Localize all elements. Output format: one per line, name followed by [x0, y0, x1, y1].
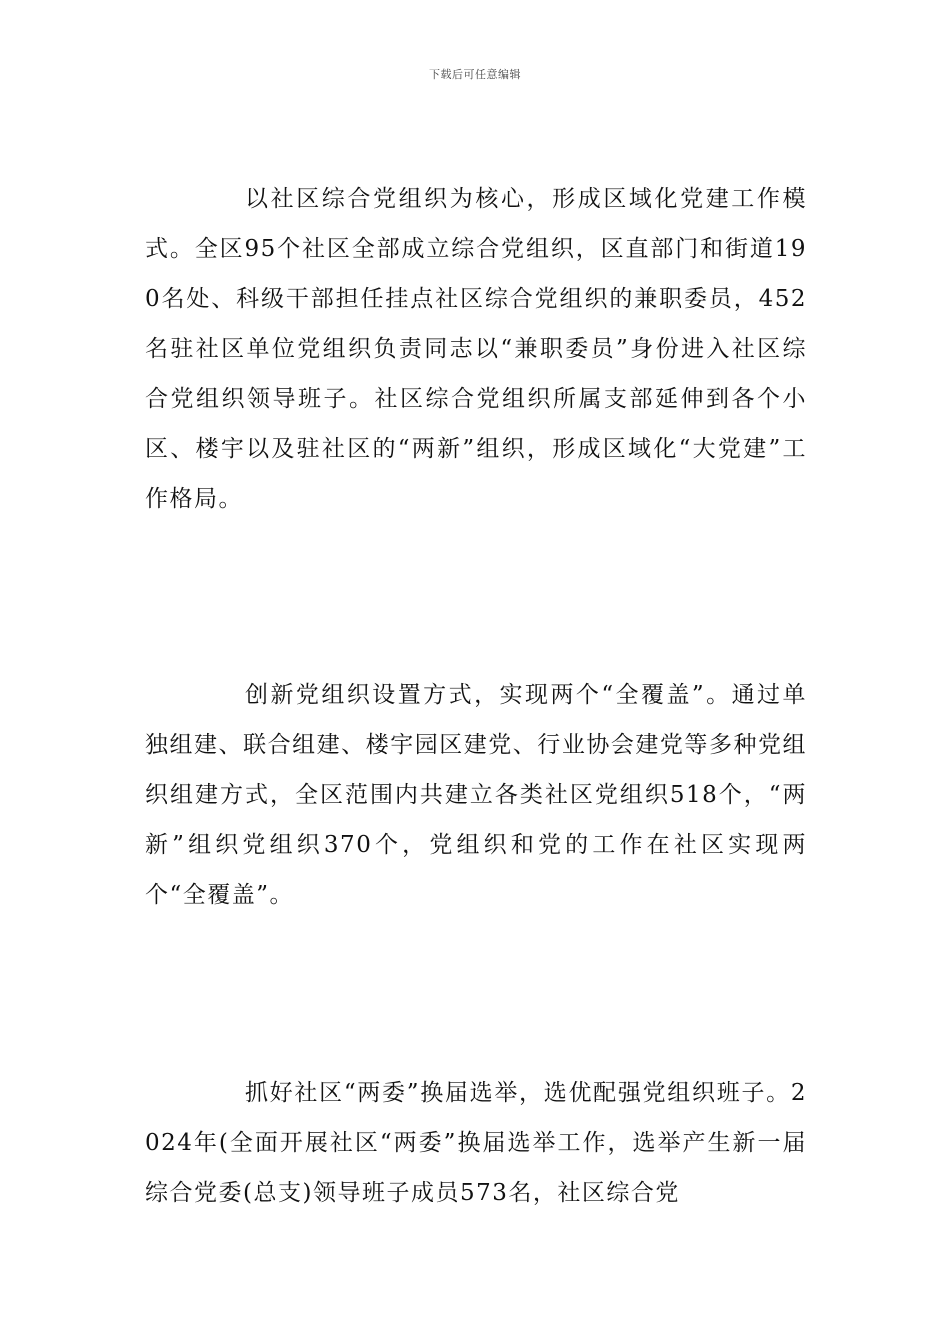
paragraph-election: 抓好社区“两委”换届选举，选优配强党组织班子。2024年(全面开展社区“两委”换届选举工作，选举产生新一届综合党委(总支)领导班子成员573名，社区综合党	[145, 1080, 807, 1206]
page-header: 下载后可任意编辑	[429, 68, 521, 81]
paragraph-community-party-organization: 以社区综合党组织为核心，形成区域化党建工作模式。全区95个社区全部成立综合党组织，区直部门和街道190名处、科级干部担任挂点社区综合党组织的兼职委员，452名驻社区单位党组织负责同志以“兼职委员”身份进入社区综合党组织领导班子。社区综合党组织所属支部延伸到各个小区、楼宇以及驻社区的“两新”组织，形成区域化“大党建”工作格局。	[145, 186, 807, 512]
paragraph-full-coverage: 创新党组织设置方式，实现两个“全覆盖”。通过单独组建、联合组建、楼宇园区建党、行业协会建党等多种党组织组建方式，全区范围内共建立各类社区党组织518个，“两新”组织党组织370个，党组织和党的工作在社区实现两个“全覆盖”。	[145, 682, 807, 908]
